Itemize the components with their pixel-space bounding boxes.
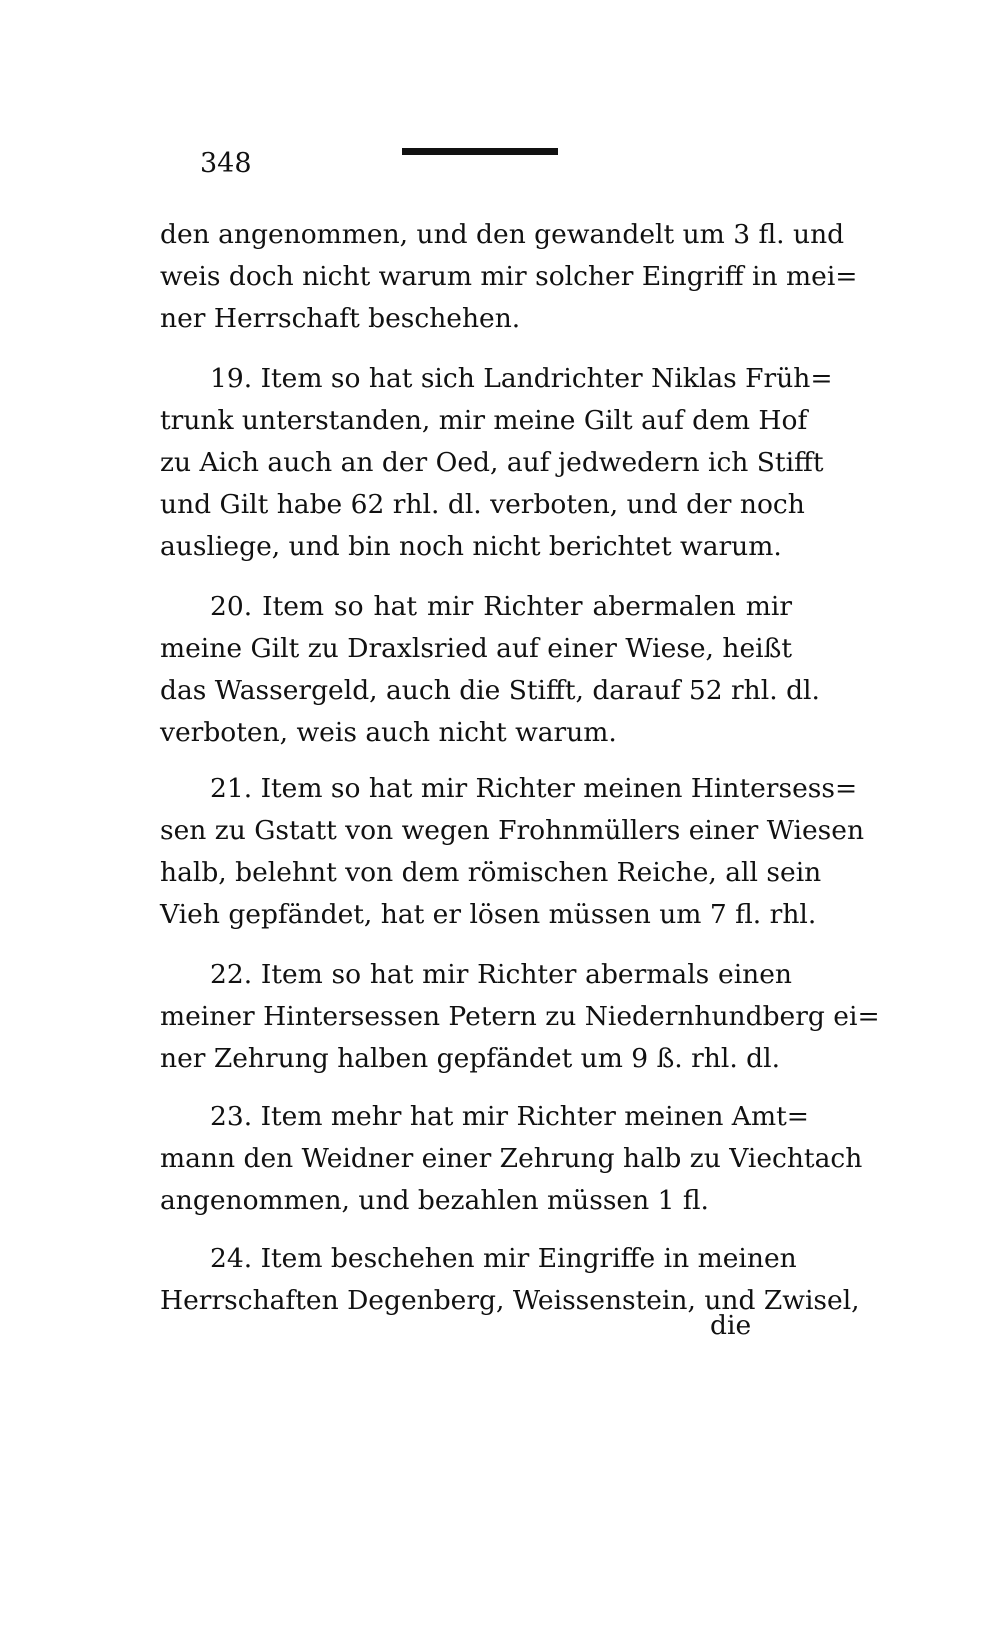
text-line: trunk unterstanden, mir meine Gilt auf dem Hof	[160, 405, 808, 436]
page-number: 348	[200, 148, 252, 179]
text-line: sen zu Gstatt von wegen Frohnmüllers einer Wiesen	[160, 815, 865, 846]
text-line: angenommen, und bezahlen müssen 1 fl.	[160, 1185, 709, 1216]
text-line: 23. Item mehr hat mir Richter meinen Amt=	[210, 1101, 809, 1132]
text-line: zu Aich auch an der Oed, auf jedwedern ich Stifft	[160, 447, 824, 478]
header-rule	[402, 148, 558, 155]
text-line: 20. Item so hat mir Richter abermalen mir	[210, 591, 792, 622]
text-line: 22. Item so hat mir Richter abermals einen	[210, 959, 792, 990]
text-line: den angenommen, und den gewandelt um 3 fl. und	[160, 219, 845, 250]
text-line: mann den Weidner einer Zehrung halb zu Viechtach	[160, 1143, 863, 1174]
text-line: verboten, weis auch nicht warum.	[160, 717, 617, 748]
text-line: und Gilt habe 62 rhl. dl. verboten, und der noch	[160, 489, 805, 520]
text-line: 21. Item so hat mir Richter meinen Hintersess=	[210, 773, 858, 804]
text-line: 24. Item beschehen mir Eingriffe in meinen	[210, 1243, 797, 1274]
text-line: ner Zehrung halben gepfändet um 9 ß. rhl. dl.	[160, 1043, 781, 1074]
text-line: 19. Item so hat sich Landrichter Niklas Früh=	[210, 363, 833, 394]
text-line: halb, belehnt von dem römischen Reiche, all sein	[160, 857, 822, 888]
text-line: weis doch nicht warum mir solcher Eingriff in mei=	[160, 261, 858, 292]
text-line: meiner Hintersessen Petern zu Niedernhundberg ei=	[160, 1001, 880, 1032]
text-line: ausliege, und bin noch nicht berichtet warum.	[160, 531, 782, 562]
text-line: Vieh gepfändet, hat er lösen müssen um 7 fl. rhl.	[160, 899, 817, 930]
text-line: meine Gilt zu Draxlsried auf einer Wiese, heißt	[160, 633, 792, 664]
text-line: das Wassergeld, auch die Stifft, darauf 52 rhl. dl.	[160, 675, 820, 706]
catchword: die	[710, 1310, 752, 1341]
text-line: ner Herrschaft beschehen.	[160, 303, 521, 334]
text-line: Herrschaften Degenberg, Weissenstein, und Zwisel,	[160, 1285, 860, 1316]
